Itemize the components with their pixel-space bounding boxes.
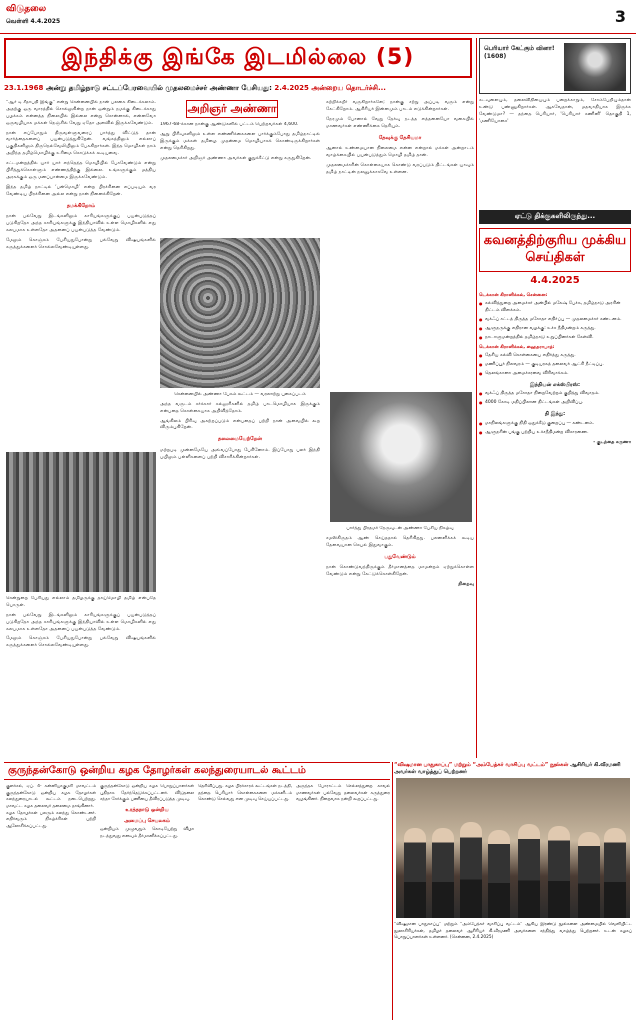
digest-item: ● ஆளுநருக்கு எதிரான வழக்கு: உச்ச நீதிமன்றம் கருத்து.	[479, 326, 631, 333]
quote-box-label: பெரியார் கேட்கும் வினா! (1608)	[484, 45, 555, 61]
paragraph: முதலமைச்சர் அறிஞர் அண்ணா அவர்கள் குறுக்கீட்டு என்று கருதுகிறேன்.	[160, 155, 312, 161]
paragraph: ஆனால் உண்மையான நிலைமை என்ன என்றால் மக்கள் அன்றாடம் வாழ்க்கையில் பயன்படுத்தும் மொழி தமிழ் தான்.	[326, 146, 474, 158]
digest-item: ● 4000 கோடி மதிப்பிலான திட்டங்கள் அறிவிப்பு.	[479, 400, 631, 407]
subheading: அமைப்பு செயலகம்	[124, 817, 170, 824]
portrait-photo	[330, 392, 472, 522]
paragraph: நான் கொண்டுவந்திருக்கும் தீர்மானத்தை மாமன்றம் ஏற்றுக்கொள்ள வேண்டும் என்று கேட்டுக்கொள்கிறேன்.	[326, 565, 474, 577]
main-headline: இந்திக்கு இங்கே இடமில்லை (5)	[61, 45, 415, 71]
paragraph: நேரமும் போனால் வேறு தேர்வு நடத்த எத்தனையோ வகையில் மாணவர்கள் எண்ணிக்கை தெரியும்.	[326, 116, 474, 129]
author-name: அறிஞர் அண்ணா	[187, 101, 277, 115]
subheading: தேவுக்கு தேசியமா	[378, 134, 422, 141]
subheading: தமக்கிறோம்	[66, 202, 96, 209]
sub-headline-date: 23.1.1968	[4, 84, 44, 92]
paragraph: மேலும் கொஞ்சம் பேசியதுபோன்று பல்வேறு விஷயங்களில் கருத்துக்களைச் சொல்லவேண்டியுள்ளது.	[6, 237, 156, 250]
paragraph: குளச்சல், ஏப். 4- கன்னியாகுமரி மாவட்டம் குருந்தன்கோடு ஒன்றிய கழக தோழர்கள் கலந்துரையாடல் கூட்டம் நடைபெற்றது. மாவட்ட கழக தலைவர் தலைமை தாங்கினார்.	[6, 784, 96, 809]
subheading: பதுவேண்டும்	[384, 553, 416, 560]
digest-signature: - குடந்தை கருணா	[593, 440, 631, 446]
digest-item: ● கல்வித்துறை அமைச்சர் அன்பில் மகேஷ் பேச்சு, தமிழ்நாடு அரசின் திட்டம் விளக்கம்.	[479, 301, 631, 315]
group-photo	[396, 778, 630, 918]
news-digest-heading: கவனத்திற்குரிய முக்கிய செய்திகள்	[479, 228, 631, 272]
paragraph: கற்றிக்கறீர் வருகிறார்களே; நான்கு சற்று அப்படி வரும் என்று கேட்கிறோம். ஆசிரியர் இன்னமும் பாடம் எடுக்கின்றார்கள்.	[326, 100, 474, 112]
headline-main: ஆசிரியர் கி.வீரமணி அவர்கள் வாழ்த்துப் பெற்றனர்	[394, 762, 621, 776]
column-divider	[476, 38, 477, 758]
paragraph: முதலமைச்சரின் கொள்கையாக கொண்டு வரப்படும் திட்டங்கள் யாவும் தமிழ் நாட்டின் நலனுக்காகவே உள்ளன.	[326, 162, 474, 175]
historical-photo	[6, 452, 156, 592]
sub-headline-text: அன்று தமிழ்நாடு சட்டப்பேரவையில் முதலமைச்சர் அண்ணா பேசியது:	[45, 84, 272, 92]
section-tag: ஏட்டு திக்குகளிலிருந்து...	[479, 210, 631, 224]
issue-date: வெள்ளி 4.4.2025	[6, 18, 61, 25]
digest-item: ● தேசிய கல்வி கொள்கையை எதிர்த்து கருத்து.	[479, 353, 631, 360]
digest-source: டெக்கான் கிரானிக்கல், ஹைதராபாத்:	[479, 344, 555, 350]
digest-source: இந்தியன் எக்ஸ்பிரஸ்:	[529, 381, 581, 388]
digest-item: ● மாநிலங்களுக்கு நிதி ஒதுக்கீடு குறைப்பு — கண்டனம்.	[479, 421, 631, 428]
photo-caption: சென்றுறை பேசியது எல்லாம் தமிழருக்கு தாய்மொழி தமிழ் என்பதே பொருள்.	[6, 596, 156, 608]
paragraph: 1967-68-க்கான நான்கு ஆண்டுகளில் பட்டம் பெற்றவர்கள் 4,600.	[160, 122, 299, 127]
bottom-column-3	[198, 784, 292, 1020]
paragraph: நான் எப்போதும் திருவள்ளுவரைப் பார்த்து விட்டுத் தான் வார்த்தைகளைப் பயன்படுத்துகிறேன். வங்கத்திலும் எல்லாப் பகுதிகளிலும் திருநெல்வேலியிலும் பேசுகிறார்கள். இந்த மொழிகள் நாம் அறிந்த தமிழ்மொழிக்கு உரிமை கொடுக்கக் கூடியவை.	[6, 130, 156, 157]
photo-caption: சென்னையில் அண்ணா பேசும் கூட்டம் — வரலாற்று புகைப்படம்	[174, 392, 306, 397]
photo-news-headline	[394, 762, 632, 776]
paragraph: ஒன்றியம் முழுவதும் கொடியேற்று விழா நடத்துவது எனவும் தீர்மானிக்கப்பட்டது.	[100, 827, 194, 840]
paragraph: இந்த தமிழ் நாட்டில் ‘பன்மொழி’ என்ற பிரச்சினை எப்படியும் வர வேண்டிய பிரச்சினை அல்ல என்று நான் நினைக்கிறேன்.	[6, 184, 156, 197]
subheading: தலைமையேற்றேன்	[218, 436, 262, 443]
newspaper-name: விடுதலை	[6, 4, 47, 14]
paragraph: ஆங்கிலம் பிரிவு அகற்றப்படும் என்பதைப் பற்றி நான் அவையில் கூற விரும்புகிறேன்.	[160, 418, 320, 431]
main-headline-banner	[4, 38, 472, 78]
sub-headline	[4, 84, 472, 98]
paragraph: மேலும் கொஞ்சம் பேசியதுபோன்று பல்வேறு விஷயங்களில் கருத்துக்களைச் சொல்லவேண்டியுள்ளது.	[6, 636, 156, 649]
paragraph: அந்த வருடம் சர்க்கார் கல்லூரிகளில் தமிழ் பாடமொழியாக இருக்கும் என்பதை கொள்கையாக அறிவித்தோம்.	[160, 401, 320, 414]
sub-headline-tail: 2.4.2025 அன்றைய தொடர்ச்சி...	[274, 84, 386, 92]
paragraph: கழக தோழர்கள் பலரும் கலந்து கொண்டனர். எதிர்வரும் நிகழ்ச்சிகள் பற்றி ஆலோசிக்கப்பட்டது.	[6, 810, 96, 829]
digest-source: தி இந்து:	[544, 411, 566, 418]
photo-caption: “விஷமான பாதுகாப்பு” மற்றும் “அம்பேத்கர் வாசிப்பு வட்டம்” ஆகிய இரண்டு நூல்களை அண்மையில் வெளியிட்ட நூலாசிரியர்கள், தமிழர் தலைவர் ஆசிரியர் கி.வீரமணி அவர்களை சந்தித்து வாழ்த்து பெற்றனர். உடன் கழகப் பொறுப்பாளர்கள் உள்ளனர். (சென்னை, 2.4.2025)	[394, 922, 632, 941]
digest-item: ● ஆளுநரின் பங்கு பற்றிய உச்சநீதிமன்ற விசாரணை.	[479, 430, 631, 437]
digest-item: ● தெலங்கானா அமைச்சரவை விரிவாக்கம்.	[479, 371, 631, 378]
periyar-quote-text: கடவுளையும், தலைவிதியையும் பறைக்காறும், சோம்பேறியும்தான் உண்டு பண்ணுகிறார்கள். ஆகவேதான், மதவாதியாக இருக்க வேண்டுமா? — தந்தை பெரியார், 'பெரியார் கணினி' தொகுதி 1, 'மணியோசை'	[479, 98, 631, 124]
paragraph: குருந்தன்கோடு ஒன்றிய கழக பொறுப்பாளர்கள் புதிதாக தேர்ந்தெடுக்கப்பட்டனர். விடுதலை சந்தா சேர்க்கும் பணியை தீவிரப்படுத்த முடிவு.	[100, 784, 194, 803]
digest-item: ● வக்ஃப் திருத்த மசோதா நிறைவேற்றம் குறித்து விவாதம்.	[479, 391, 631, 398]
column-divider	[392, 762, 393, 1020]
digest-item: ● மணிப்பூர் நிலவரம் — குடியரசுத் தலைவர் ஆட்சி நீட்டிப்பு.	[479, 362, 631, 369]
paragraph: ஆறு பிரிவுகளிலும் உள்ள எண்ணிக்கைகளை பார்க்கும்போது தமிழ்நாட்டில் இருக்கும் மக்கள் தமிழை முதன்மை மொழியாகக் கொண்டிருக்கிறார்கள் என்று தெரிகிறது.	[160, 131, 320, 151]
photo-caption: பார்த்து பிரதமர் நேருவுடன் அண்ணா பேசிய நிகழ்வு	[346, 526, 454, 531]
digest-item: ● நாடாளுமன்றத்தில் தமிழ்நாடு உறுப்பினர்கள் கேள்வி.	[479, 335, 631, 342]
paragraph: நான் பல்வேறு இடங்களிலும் காரியங்களுக்குப் பயன்படுத்தப் படுகிறதோ அந்த காரியங்களுக்கு இந்தியாவில் உள்ள மொழிகளில் எது சுலபமாக உள்ளதோ அதனைப் பயன்படுத்த வேண்டும்.	[6, 214, 156, 233]
digest-source: டெக்கான் கிரானிக்கல், சென்னை:	[479, 293, 548, 298]
article-column-3-bottom	[326, 526, 474, 758]
paragraph: சட்டமன்றத்தில் யார் யார் எந்தெந்த மொழியில் பேசவேண்டும் என்று பிரித்துக்கொள்ளும் எண்ணத்திற்கு இல்லை. உங்களுக்கும் மத்திய அரசுக்கும் ஒரு மனப்பான்மை இருக்கவேண்டும்.	[6, 161, 156, 180]
article-column-1	[6, 100, 156, 448]
subheading: உரத்தநாடு ஒன்றிய	[125, 806, 169, 813]
article-column-3	[326, 100, 474, 330]
article-column-2	[160, 122, 320, 234]
bottom-column-1	[6, 784, 96, 1020]
news-digest-list	[479, 290, 631, 758]
paragraph: மற்றபடி முன்னமேயே அவ்வப்போது பேசினோம். இப்போது பலர் இந்தி பயிலும் பள்ளிகளைப் பற்றி விசாரிக்கின்றார்கள்.	[160, 447, 320, 460]
article-column-2-bottom	[160, 392, 320, 758]
article-end-mark: நிறைவு	[458, 581, 474, 587]
paragraph: தெரிவிப்பது. கழக பிரச்சாரக் கூட்டங்கள் நடத்தி, தந்தை பெரியார் கொள்கைகளை மக்களிடம் கொண்டு செல்வது என முடிவு செய்யப்பட்டது.	[198, 784, 292, 803]
paragraph: “ஆர் டி சீதாபதி இங்கு” என்று சென்னையில் நான் பலகை கிடைக்கலாம். அதற்கு ஒரு வாரத்தில் சொல்லுகின்ற நான் ஒன்றும் நமக்கு கிடைக்காது பழக்கம் என்னத்த நிலையில் இல்லை என்று சொன்னால், என்னவோ ஒருவழியாக மக்கள் நெஞ்சில் வேறு ஏதோ அளவில் இருக்கவேண்டும்.	[6, 100, 156, 126]
paragraph: சமஸ்கிருதம் ஆண் செய்ததால் தெரிகிறது. பலனளிக்கக் கூடிய தேவையான செயல் இதுவாகும்.	[326, 535, 474, 548]
paragraph: அருந்தக போராட்டம் செல்லத்துறை காவல் மாணவர்கள் பல்வேறு தலைவர்கள் கருத்துரை வழங்கினர். நிறைவாக நன்றி கூறப்பட்டது.	[296, 784, 390, 803]
article-column-1-bottom	[6, 596, 156, 758]
page-number: 3	[614, 7, 626, 26]
news-digest-date: 4.4.2025	[530, 275, 580, 286]
headline-pre: “விஷமான பாதுகாப்பு” மற்றும் “அம்பேத்கர் வாசிப்பு வட்டம்” நூல்கள்	[394, 762, 569, 768]
author-name-box	[186, 100, 278, 118]
digest-item: ● வக்ஃப் சட்டத் திருத்த மசோதா எதிர்ப்பு — முதலமைச்சர் கண்டனம்.	[479, 317, 631, 324]
bottom-article-headline: குருந்தன்கோடு ஒன்றிய கழக தோழர்கள் கலந்துரையாடல் கூட்டம்	[4, 762, 390, 780]
bottom-column-2	[100, 784, 194, 1020]
periyar-quote-box	[479, 38, 631, 94]
crowd-photo	[160, 238, 320, 388]
masthead	[0, 0, 636, 34]
periyar-portrait	[564, 43, 626, 91]
bottom-column-4	[296, 784, 390, 1020]
paragraph: நான் பல்வேறு இடங்களிலும் காரியங்களுக்குப் பயன்படுத்தப் படுகிறதோ அந்த காரியங்களுக்கு இந்தியாவில் உள்ள மொழிகளில் எது சுலபமாக உள்ளதோ அதனைப் பயன்படுத்த வேண்டும்.	[6, 612, 156, 632]
